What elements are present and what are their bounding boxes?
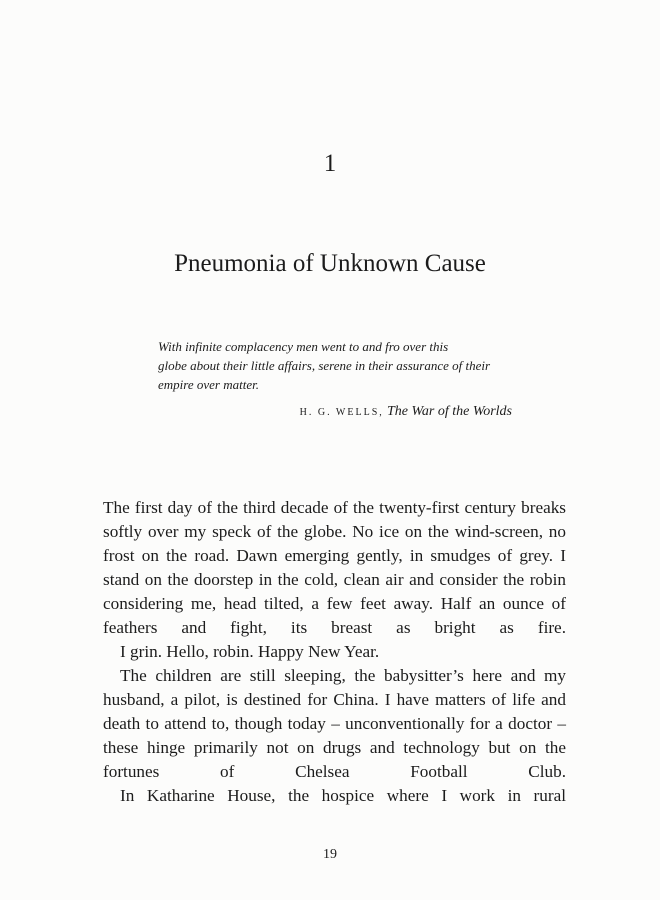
epigraph-work: The War of the Worlds — [387, 404, 512, 419]
epigraph-attribution — [158, 403, 512, 420]
epigraph-quote: With infinite complacency men went to and fro over this globe about their little affairs, serene in their assurance of their empire over matter. — [158, 339, 491, 392]
paragraph: The first day of the third decade of the twenty-first century breaks softly over my speck of the globe. No ice on the wind-screen, no frost on the road. Dawn emerging gently, in smudges of grey. I stand on the doorstep in the cold, clean air and consider the robin considering me, head tilted, a few feet away. Half an ounce of feathers and fight, its breast as bright as fire. — [103, 498, 566, 637]
body-text — [103, 496, 566, 808]
page-number: 19 — [323, 847, 337, 862]
epigraph — [158, 337, 518, 420]
chapter-number: 1 — [323, 150, 337, 177]
paragraph: In Katharine House, the hospice where I work in rural — [120, 786, 566, 805]
chapter-title: Pneumonia of Unknown Cause — [174, 250, 486, 277]
epigraph-author: H. G. WELLS, — [299, 407, 384, 418]
paragraph: The children are still sleeping, the babysitter’s here and my husband, a pilot, is destined for China. I have matters of life and death to attend to, though today – unconventionally for a doctor – these hinge primarily not on drugs and technology but on the fortunes of Chelsea Football Club. — [103, 666, 566, 781]
paragraph: I grin. Hello, robin. Happy New Year. — [120, 642, 380, 661]
